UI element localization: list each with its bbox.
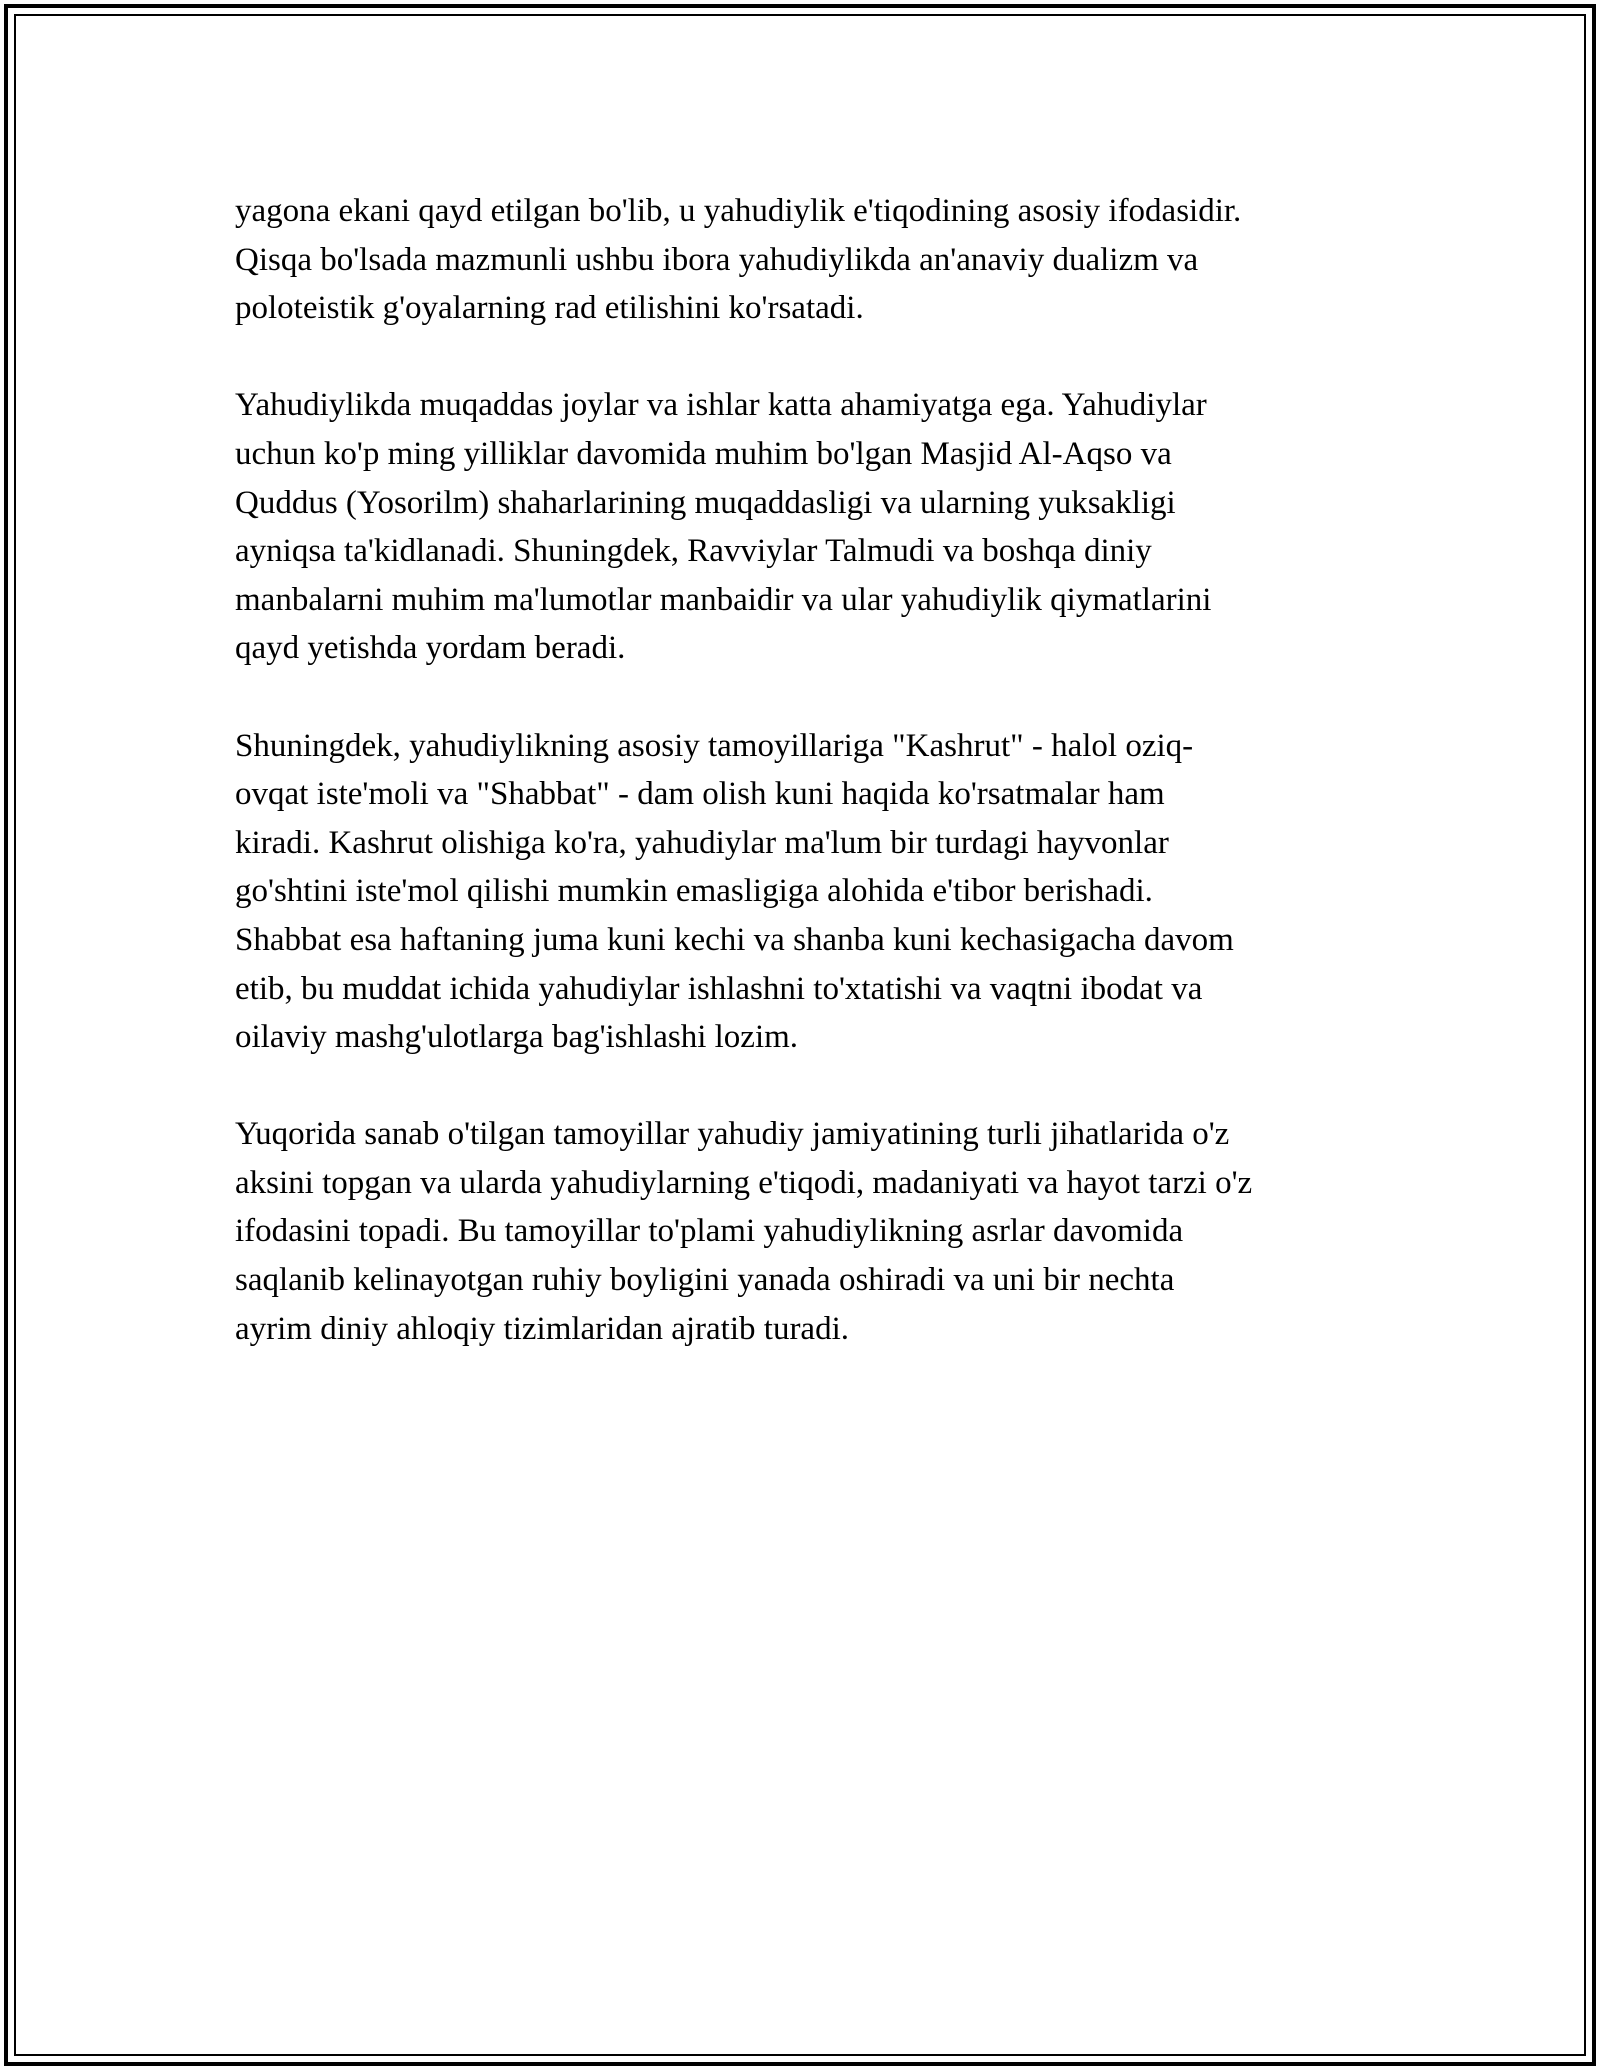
text-line: kiradi. Kashrut olishiga ko'ra, yahudiylar ma'lum bir turdagi hayvonlar <box>235 824 1169 861</box>
text-line: uchun ko'p ming yilliklar davomida muhim bo'lgan Masjid Al-Aqso va <box>235 435 1172 472</box>
text-line: Quddus (Yosorilm) shaharlarining muqaddasligi va ularning yuksakligi <box>235 484 1176 521</box>
text-line: ayrim diniy ahloqiy tizimlaridan ajratib turadi. <box>235 1310 849 1347</box>
paragraph-3 <box>235 722 1375 1062</box>
text-line: poloteistik g'oyalarning rad etilishini ko'rsatadi. <box>235 290 864 327</box>
text-line: Shuningdek, yahudiylikning asosiy tamoyillariga "Kashrut" - halol oziq- <box>235 727 1194 764</box>
text-line: qayd yetishda yordam beradi. <box>235 630 626 667</box>
text-line: Yuqorida sanab o'tilgan tamoyillar yahudiy jamiyatining turli jihatlarida o'z <box>235 1116 1230 1153</box>
document-body <box>235 187 1375 1402</box>
text-line: ayniqsa ta'kidlanadi. Shuningdek, Ravviylar Talmudi va boshqa diniy <box>235 533 1152 570</box>
text-line: ovqat iste'moli va "Shabbat" - dam olish kuni haqida ko'rsatmalar ham <box>235 776 1165 813</box>
text-line: go'shtini iste'mol qilishi mumkin emasligiga alohida e'tibor berishadi. <box>235 873 1153 910</box>
text-line: oilaviy mashg'ulotlarga bag'ishlashi lozim. <box>235 1019 799 1056</box>
paragraph-1 <box>235 187 1375 333</box>
paragraph-2 <box>235 381 1375 673</box>
paragraph-4 <box>235 1110 1375 1353</box>
text-line: ifodasini topadi. Bu tamoyillar to'plami yahudiylikning asrlar davomida <box>235 1213 1184 1250</box>
text-line: yagona ekani qayd etilgan bo'lib, u yahudiylik e'tiqodining asosiy ifodasidir. <box>235 193 1242 229</box>
text-line: saqlanib kelinayotgan ruhiy boyligini yanada oshiradi va uni bir nechta <box>235 1262 1175 1299</box>
text-line: Shabbat esa haftaning juma kuni kechi va shanba kuni kechasigacha davom <box>235 921 1234 958</box>
text-line: Qisqa bo'lsada mazmunli ushbu ibora yahudiylikda an'anaviy dualizm va <box>235 241 1199 278</box>
text-line: aksini topgan va ularda yahudiylarning e'tiqodi, madaniyati va hayot tarzi o'z <box>235 1164 1253 1201</box>
text-line: manbalarni muhim ma'lumotlar manbaidir va ular yahudiylik qiymatlarini <box>235 581 1212 618</box>
text-line: Yahudiylikda muqaddas joylar va ishlar katta ahamiyatga ega. Yahudiylar <box>235 387 1207 424</box>
text-line: etib, bu muddat ichida yahudiylar ishlashni to'xtatishi va vaqtni ibodat va <box>235 970 1203 1007</box>
